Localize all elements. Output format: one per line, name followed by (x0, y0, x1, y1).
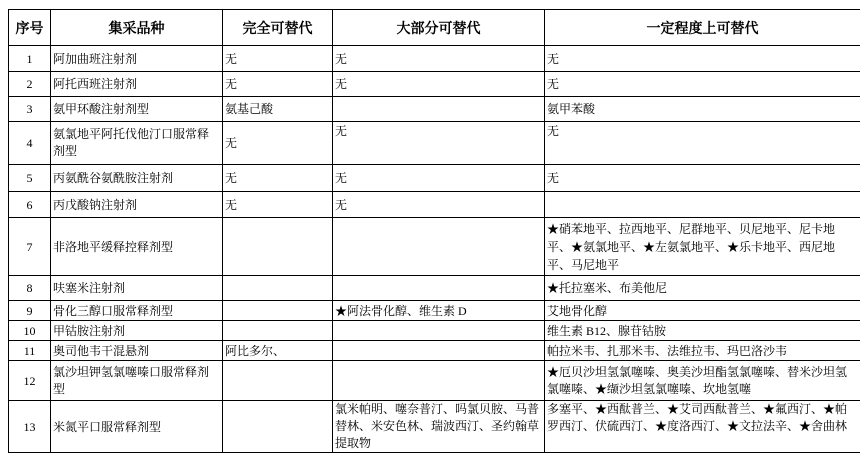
row-partial: ★硝苯地平、拉西地平、尼群地平、贝尼地平、尼卡地平、★氨氯地平、★左氨氯地平、★乐卡地平、西尼地平、马尼地平 (545, 218, 861, 276)
table-row (9, 218, 861, 276)
header-no: 序号 (9, 10, 51, 46)
row-full: 无 (223, 165, 333, 192)
row-no: 12 (9, 361, 51, 401)
row-most (333, 341, 545, 361)
row-no: 10 (9, 321, 51, 341)
table-header-row (9, 10, 861, 46)
row-no: 2 (9, 72, 51, 97)
table-row (9, 165, 861, 192)
row-partial: 无 (545, 122, 861, 165)
table-row (9, 301, 861, 321)
row-partial (545, 192, 861, 218)
row-most: 无 (333, 46, 545, 72)
row-name: 米氮平口服常释剂型 (51, 401, 223, 453)
row-name: 奥司他韦干混悬剂 (51, 341, 223, 361)
row-partial: ★厄贝沙坦氢氯噻嗪、奥美沙坦酯氢氯噻嗪、替米沙坦氢氯噻嗪、★缬沙坦氢氯噻嗪、坎地氢噻 (545, 361, 861, 401)
table-row (9, 72, 861, 97)
row-most (333, 321, 545, 341)
table-row (9, 341, 861, 361)
row-full (223, 361, 333, 401)
row-no: 11 (9, 341, 51, 361)
row-partial: 无 (545, 72, 861, 97)
table-row (9, 276, 861, 301)
table-row (9, 122, 861, 165)
row-name: 丙氨酰谷氨酰胺注射剂 (51, 165, 223, 192)
row-full: 无 (223, 46, 333, 72)
table-row (9, 46, 861, 72)
row-full: 阿比多尔、 (223, 341, 333, 361)
row-most (333, 218, 545, 276)
row-most: ★阿法骨化醇、维生素 D (333, 301, 545, 321)
header-partial: 一定程度上可替代 (545, 10, 861, 46)
row-no: 7 (9, 218, 51, 276)
row-partial: 帕拉米韦、扎那米韦、法维拉韦、玛巴洛沙韦 (545, 341, 861, 361)
row-most: 无 (333, 165, 545, 192)
header-full: 完全可替代 (223, 10, 333, 46)
row-full: 无 (223, 72, 333, 97)
row-full: 无 (223, 122, 333, 165)
row-full (223, 218, 333, 276)
row-full (223, 276, 333, 301)
row-partial: 多塞平、★西酞普兰、★艾司西酞普兰、★氟西汀、★帕罗西汀、伏硫西汀、★度洛西汀、★文拉法辛、★舍曲林 (545, 401, 861, 453)
row-partial: 氨甲苯酸 (545, 97, 861, 122)
header-variety: 集采品种 (51, 10, 223, 46)
row-name: 氯沙坦钾氢氯噻嗪口服常释剂型 (51, 361, 223, 401)
table-row (9, 401, 861, 453)
row-partial: 维生素 B12、腺苷钴胺 (545, 321, 861, 341)
row-name: 氨氯地平阿托伐他汀口服常释剂型 (51, 122, 223, 165)
row-most: 无 (333, 192, 545, 218)
row-no: 6 (9, 192, 51, 218)
row-name: 丙戊酸钠注射剂 (51, 192, 223, 218)
row-most (333, 276, 545, 301)
row-most: 氯米帕明、噻奈普汀、吗氯贝胺、马普替林、米安色林、瑞波西汀、圣约翰草提取物 (333, 401, 545, 453)
table-row (9, 97, 861, 122)
row-name: 非洛地平缓释控释剂型 (51, 218, 223, 276)
row-name: 呋塞米注射剂 (51, 276, 223, 301)
row-no: 3 (9, 97, 51, 122)
row-name: 阿托西班注射剂 (51, 72, 223, 97)
row-full (223, 401, 333, 453)
row-full: 氨基己酸 (223, 97, 333, 122)
row-full (223, 301, 333, 321)
row-no: 13 (9, 401, 51, 453)
row-full (223, 321, 333, 341)
table-row (9, 192, 861, 218)
drug-substitution-table-page (8, 9, 860, 464)
row-full: 无 (223, 192, 333, 218)
table-row (9, 321, 861, 341)
row-most: 无 (333, 72, 545, 97)
row-most (333, 97, 545, 122)
row-most: 无 (333, 122, 545, 165)
row-name: 骨化三醇口服常释剂型 (51, 301, 223, 321)
row-partial: ★托拉塞米、布美他尼 (545, 276, 861, 301)
drug-substitution-table (8, 9, 860, 453)
row-partial: 无 (545, 165, 861, 192)
row-name: 甲钴胺注射剂 (51, 321, 223, 341)
row-name: 阿加曲班注射剂 (51, 46, 223, 72)
row-name: 氨甲环酸注射剂型 (51, 97, 223, 122)
row-partial: 无 (545, 46, 861, 72)
row-no: 8 (9, 276, 51, 301)
row-no: 4 (9, 122, 51, 165)
row-no: 9 (9, 301, 51, 321)
table-row (9, 361, 861, 401)
row-no: 5 (9, 165, 51, 192)
row-partial: 艾地骨化醇 (545, 301, 861, 321)
row-most (333, 361, 545, 401)
row-no: 1 (9, 46, 51, 72)
header-most: 大部分可替代 (333, 10, 545, 46)
